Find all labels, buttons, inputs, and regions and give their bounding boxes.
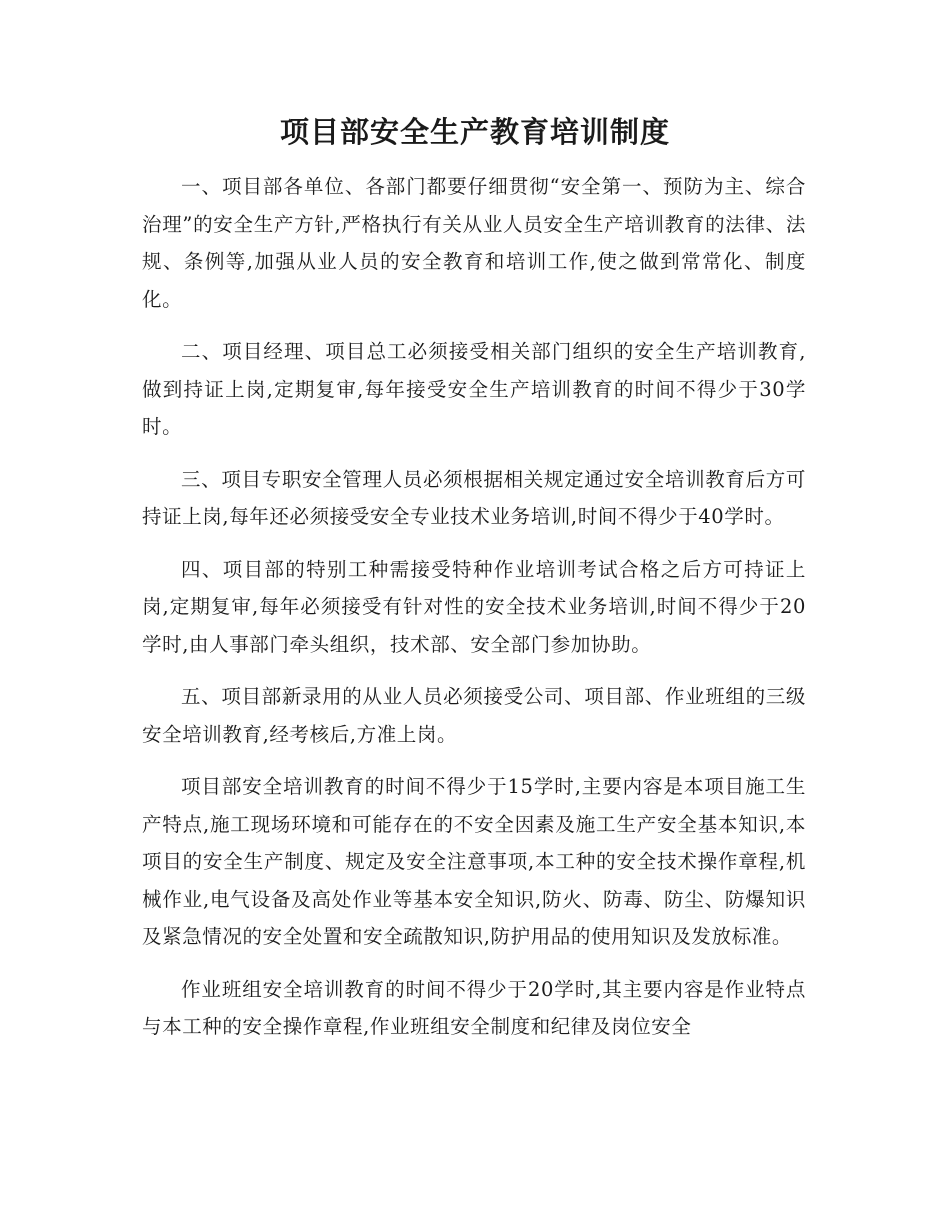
- paragraph-6: 项目部安全培训教育的时间不得少于15学时,主要内容是本项目施工生产特点,施工现场环境和可能存在的不安全因素及施工生产安全基本知识,本项目的安全生产制度、规定及安全注意事项,本工种的安全技术操作章程,机械作业,电气设备及高处作业等基本安全知识,防火、防毒、防尘、防爆知识及紧急情况的安全处置和安全疏散知识,防护用品的使用知识及发放标准。: [142, 775, 806, 948]
- document-body: [142, 168, 806, 1061]
- paragraph-1: 一、项目部各单位、各部门都要仔细贯彻“安全第一、预防为主、综合治理”的安全生产方针,严格执行有关从业人员安全生产培训教育的法律、法规、条例等,加强从业人员的安全教育和培训工作,使之做到常常化、制度化。: [142, 175, 806, 311]
- paragraph-5: 五、项目部新录用的从业人员必须接受公司、项目部、作业班组的三级安全培训教育,经考核后,方准上岗。: [142, 685, 806, 746]
- paragraph-2: 二、项目经理、项目总工必须接受相关部门组织的安全生产培训教育,做到持证上岗,定期复审,每年接受安全生产培训教育的时间不得少于30学时。: [142, 340, 806, 438]
- document-title: 项目部安全生产教育培训制度: [279, 115, 670, 149]
- paragraph-4: 四、项目部的特别工种需接受特种作业培训考试合格之后方可持证上岗,定期复审,每年必须接受有针对性的安全技术业务培训,时间不得少于20学时,由人事部门牵头组织，技术部、安全部门参加协助。: [142, 557, 806, 656]
- paragraph-3: 三、项目专职安全管理人员必须根据相关规定通过安全培训教育后方可持证上岗,每年还必须接受安全专业技术业务培训,时间不得少于40学时。: [142, 467, 806, 528]
- paragraph-7: 作业班组安全培训教育的时间不得少于20学时,其主要内容是作业特点与本工种的安全操作章程,作业班组安全制度和纪律及岗位安全: [142, 977, 806, 1038]
